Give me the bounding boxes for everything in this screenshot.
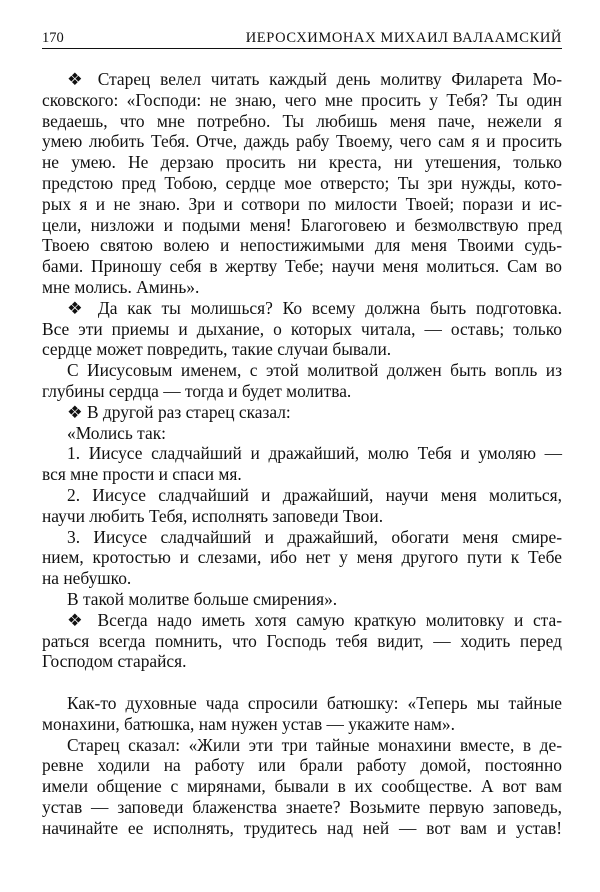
- text-line: сковского: «Господи: не знаю, чего мне просить у Тебя? Ты один: [42, 89, 562, 110]
- paragraph: [42, 423, 562, 444]
- header-rule: [42, 48, 562, 49]
- paragraph: [42, 360, 562, 402]
- text-line: ❖ Да как ты молишься? Ко всему должна быть подготовка.: [67, 297, 562, 318]
- text-line: Старец сказал: «Жили эти три тайные монахини вместе, в де-: [67, 734, 562, 755]
- text-line: на небушко.: [42, 568, 132, 589]
- text-line: ❖ В другой раз старец сказал:: [67, 401, 291, 422]
- paragraph: [42, 443, 562, 485]
- text-line: научи любить Тебя, исполнять заповеди Твои.: [42, 505, 384, 526]
- text-line: имели общение с мирянами, бывали в их сообществе. А вот вам: [42, 776, 562, 797]
- text-line: раться всегда помнить, что Господь тебя видит, — ходить перед: [42, 630, 562, 651]
- paragraph: [42, 69, 562, 298]
- paragraph: [42, 610, 562, 672]
- page-body: [42, 69, 562, 838]
- text-line: 2. Иисусе сладчайший и дражайший, научи меня молиться,: [67, 484, 562, 505]
- text-line: ❖ Старец велел читать каждый день молитву Филарета Мо-: [67, 69, 562, 89]
- paragraph: [42, 735, 562, 839]
- text-line: «Молись так:: [67, 422, 166, 443]
- text-line: мне молись. Аминь».: [42, 276, 200, 297]
- paragraph: [42, 527, 562, 589]
- text-line: С Иисусовым именем, с этой молитвой должен быть вопль из: [67, 360, 562, 381]
- text-line: 1. Иисусе сладчайший и дражайший, молю Тебя и умоляю —: [67, 443, 562, 464]
- text-line: В такой молитве больше смирения».: [67, 588, 338, 609]
- text-line: глубины сердца — тогда и будет молитва.: [42, 380, 352, 401]
- paragraph: [42, 693, 562, 735]
- text-line: ревне ходили на работу или брали работу домой, постоянно: [42, 755, 562, 776]
- text-line: вся мне прости и спаси мя.: [42, 464, 242, 485]
- text-line: ❖ Всегда надо иметь хотя самую краткую молитовку и ста-: [67, 609, 562, 630]
- page-number: 170: [42, 30, 64, 46]
- text-line: Твоею святою волею и непостижимыми для меня Твоими судь-: [42, 235, 562, 256]
- text-line: не умею. Не дерзаю просить ни креста, ни утешения, только: [42, 152, 562, 173]
- text-line: Как-то духовные чада спросили батюшку: «Теперь мы тайные: [67, 692, 562, 713]
- text-line: нием, кротостью и слезами, ибо нет у меня другого пути к Тебе: [42, 547, 562, 568]
- paragraph: [42, 485, 562, 527]
- text-line: устав — заповеди блаженства знаете? Возьмите первую заповедь,: [42, 796, 562, 817]
- running-header: [42, 30, 562, 48]
- text-line: цели, низложи и подыми меня! Благоговею и безмолвствую пред: [42, 214, 562, 235]
- text-line: начинайте ее исполнять, трудитесь над ней — вот вам и устав!: [42, 817, 562, 838]
- text-line: 3. Иисусе сладчайший и дражайший, обогати меня смире-: [67, 526, 562, 547]
- text-line: Все эти приемы и дыхание, о которых читала, — оставь; только: [42, 318, 562, 339]
- paragraph: [42, 589, 562, 610]
- paragraph: [42, 298, 562, 360]
- text-line: рых я и не знаю. Зри и сотвори по милости Твоей; порази и ис-: [42, 193, 562, 214]
- text-line: ведаешь, что мне потребно. Ты любишь меня паче, нежели я: [42, 110, 562, 131]
- text-line: умею любить Тебя. Отче, даждь рабу Твоему, чего сам я и просить: [42, 131, 562, 152]
- text-line: монахини, батюшка, нам нужен устав — укажите нам».: [42, 713, 455, 734]
- text-line: бами. Приношу себя в жертву Тебе; научи меня молиться. Сам во: [42, 256, 562, 277]
- text-line: предстою пред Тобою, сердце мое отверсто; Ты зри нужды, кото-: [42, 172, 562, 193]
- text-line: сердце может повредить, такие случаи бывали.: [42, 339, 392, 360]
- paragraph: [42, 402, 562, 423]
- text-line: Господом старайся.: [42, 651, 187, 672]
- running-title: ИЕРОСХИМОНАХ МИХАИЛ ВАЛААМСКИЙ: [245, 30, 562, 46]
